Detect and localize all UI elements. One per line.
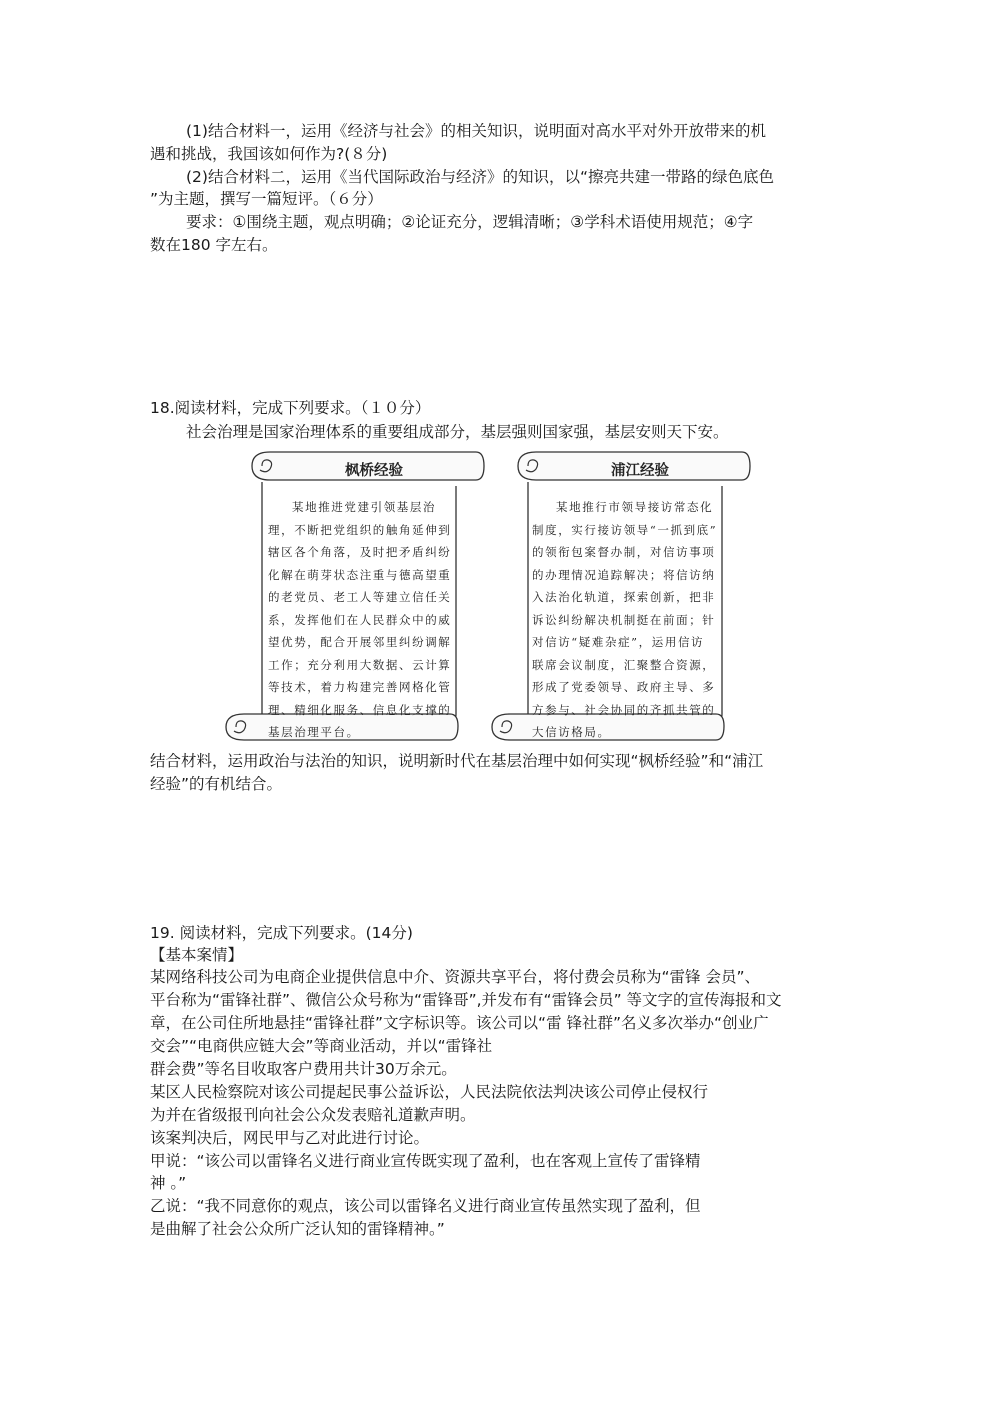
scroll-line: 工作；充分利用大数据、云计算 (268, 657, 452, 672)
q19-line: 平台称为“雷锋社群”、微信公众号称为“雷锋哥”,并发布有“雷锋会员” 等文字的宣传海报和文 (150, 991, 782, 1009)
scroll-line: 对信访“疑难杂症”，运用信访 (532, 635, 705, 649)
q19-line: 某区人民检察院对该公司提起民事公益诉讼，人民法院依法判决该公司停止侵权行 (150, 1083, 709, 1101)
q19-line: 是曲解了社会公众所广泛认知的雷锋精神。” (150, 1220, 445, 1238)
q19-line: 为并在省级报刊向社会公众发表赔礼道歉声明。 (150, 1106, 476, 1124)
scroll-line: 某地推行市领导接访常态化 (556, 500, 714, 514)
scroll-line: 系，发挥他们在人民群众中的威 (268, 612, 452, 627)
scroll-line: 联席会议制度，汇聚整合资源， (532, 657, 716, 672)
q18-question-line1: 结合材料，运用政治与法治的知识，说明新时代在基层治理中如何实现“枫桥经验”和“浦江 (150, 752, 764, 770)
scroll-line: 等技术，着力构建完善网格化管 (268, 680, 452, 694)
q17-requirement-line2: 数在180 字左右。 (150, 236, 278, 254)
scroll-line: 诉讼纠纷解决机制挺在前面；针 (532, 612, 716, 627)
scroll-line: 化解在萌芽状态注重与德高望重 (268, 567, 452, 582)
q17-part1-line2: 遇和挑战，我国该如何作为?(８分) (150, 145, 388, 163)
scroll-line: 望优势，配合开展邻里纠纷调解 (268, 635, 452, 649)
scroll-line: 基层治理平台。 (268, 725, 360, 739)
scroll-text-pujiang (532, 496, 717, 744)
q19-line: 交会”“电商供应链大会”等商业活动，并以“雷锋社 (150, 1037, 493, 1055)
q19-line: 神 。” (150, 1174, 187, 1192)
scroll-text-fengqiao (268, 496, 451, 744)
q19-line: 章，在公司住所地悬挂“雷锋社群”文字标识等。该公司以“雷 锋社群”名义多次举办“创业广 (150, 1014, 769, 1032)
q18-heading: 18.阅读材料，完成下列要求。（１０分） (150, 399, 431, 417)
q17-part1-line1: (1)结合材料一，运用《经济与社会》的相关知识，说明面对高水平对外开放带来的机 (186, 122, 766, 140)
scroll-line: 的办理情况追踪解决；将信访纳 (532, 567, 716, 582)
scroll-pujiang (484, 452, 754, 744)
q19-case-label: 【基本案情】 (150, 946, 244, 964)
scroll-line: 方参与、社会协同的齐抓共管的 (532, 702, 716, 717)
scroll-line: 制度，实行接访领导“一抓到底” (532, 522, 718, 537)
q18-intro: 社会治理是国家治理体系的重要组成部分，基层强则国家强，基层安则天下安。 (186, 423, 729, 441)
q19-line: 该案判决后，网民甲与乙对此进行讨论。 (150, 1129, 430, 1147)
q18-question-line2: 经验”的有机结合。 (150, 775, 283, 793)
scroll-title-pujiang: 浦江经验 (611, 463, 669, 479)
q17-part2-line2: ”为主题，撰写一篇短评。（６分） (150, 190, 383, 208)
scroll-line: 的老党员、老工人等建立信任关 (268, 590, 452, 604)
scroll-fengqiao (218, 452, 488, 744)
q17-part2-line1: (2)结合材料二，运用《当代国际政治与经济》的知识，以“擦亮共建一带路的绿色底色 (186, 168, 774, 186)
scroll-line: 入法治化轨道，探索创新，把非 (532, 590, 716, 604)
q19-line: 甲说：“该公司以雷锋名义进行商业宣传既实现了盈利，也在客观上宣传了雷锋精 (150, 1152, 701, 1170)
q19-line: 群会费”等名目收取客户费用共计30万余元。 (150, 1060, 457, 1078)
scroll-line: 形成了党委领导、政府主导、多 (532, 680, 716, 694)
scroll-line: 某地推进党建引领基层治 (292, 500, 437, 514)
scroll-line: 理，不断把党组织的触角延伸到 (268, 522, 452, 537)
scroll-line: 辖区各个角落，及时把矛盾纠纷 (268, 545, 452, 559)
q19-line: 某网络科技公司为电商企业提供信息中介、资源共享平台，将付费会员称为“雷锋 会员”、 (150, 968, 760, 986)
scroll-line: 大信访格局。 (532, 725, 611, 739)
q17-requirement-line1: 要求：①围绕主题，观点明确；②论证充分，逻辑清晰；③学科术语使用规范；④字 (186, 213, 754, 231)
scroll-title-fengqiao: 枫桥经验 (345, 463, 403, 479)
scroll-line: 的领衔包案督办制，对信访事项 (532, 545, 716, 559)
q19-heading: 19. 阅读材料，完成下列要求。(14分) (150, 924, 413, 942)
scroll-line: 理、精细化服务、信息化支撑的 (268, 702, 452, 717)
q19-line: 乙说：“我不同意你的观点，该公司以雷锋名义进行商业宣传虽然实现了盈利，但 (150, 1197, 701, 1215)
